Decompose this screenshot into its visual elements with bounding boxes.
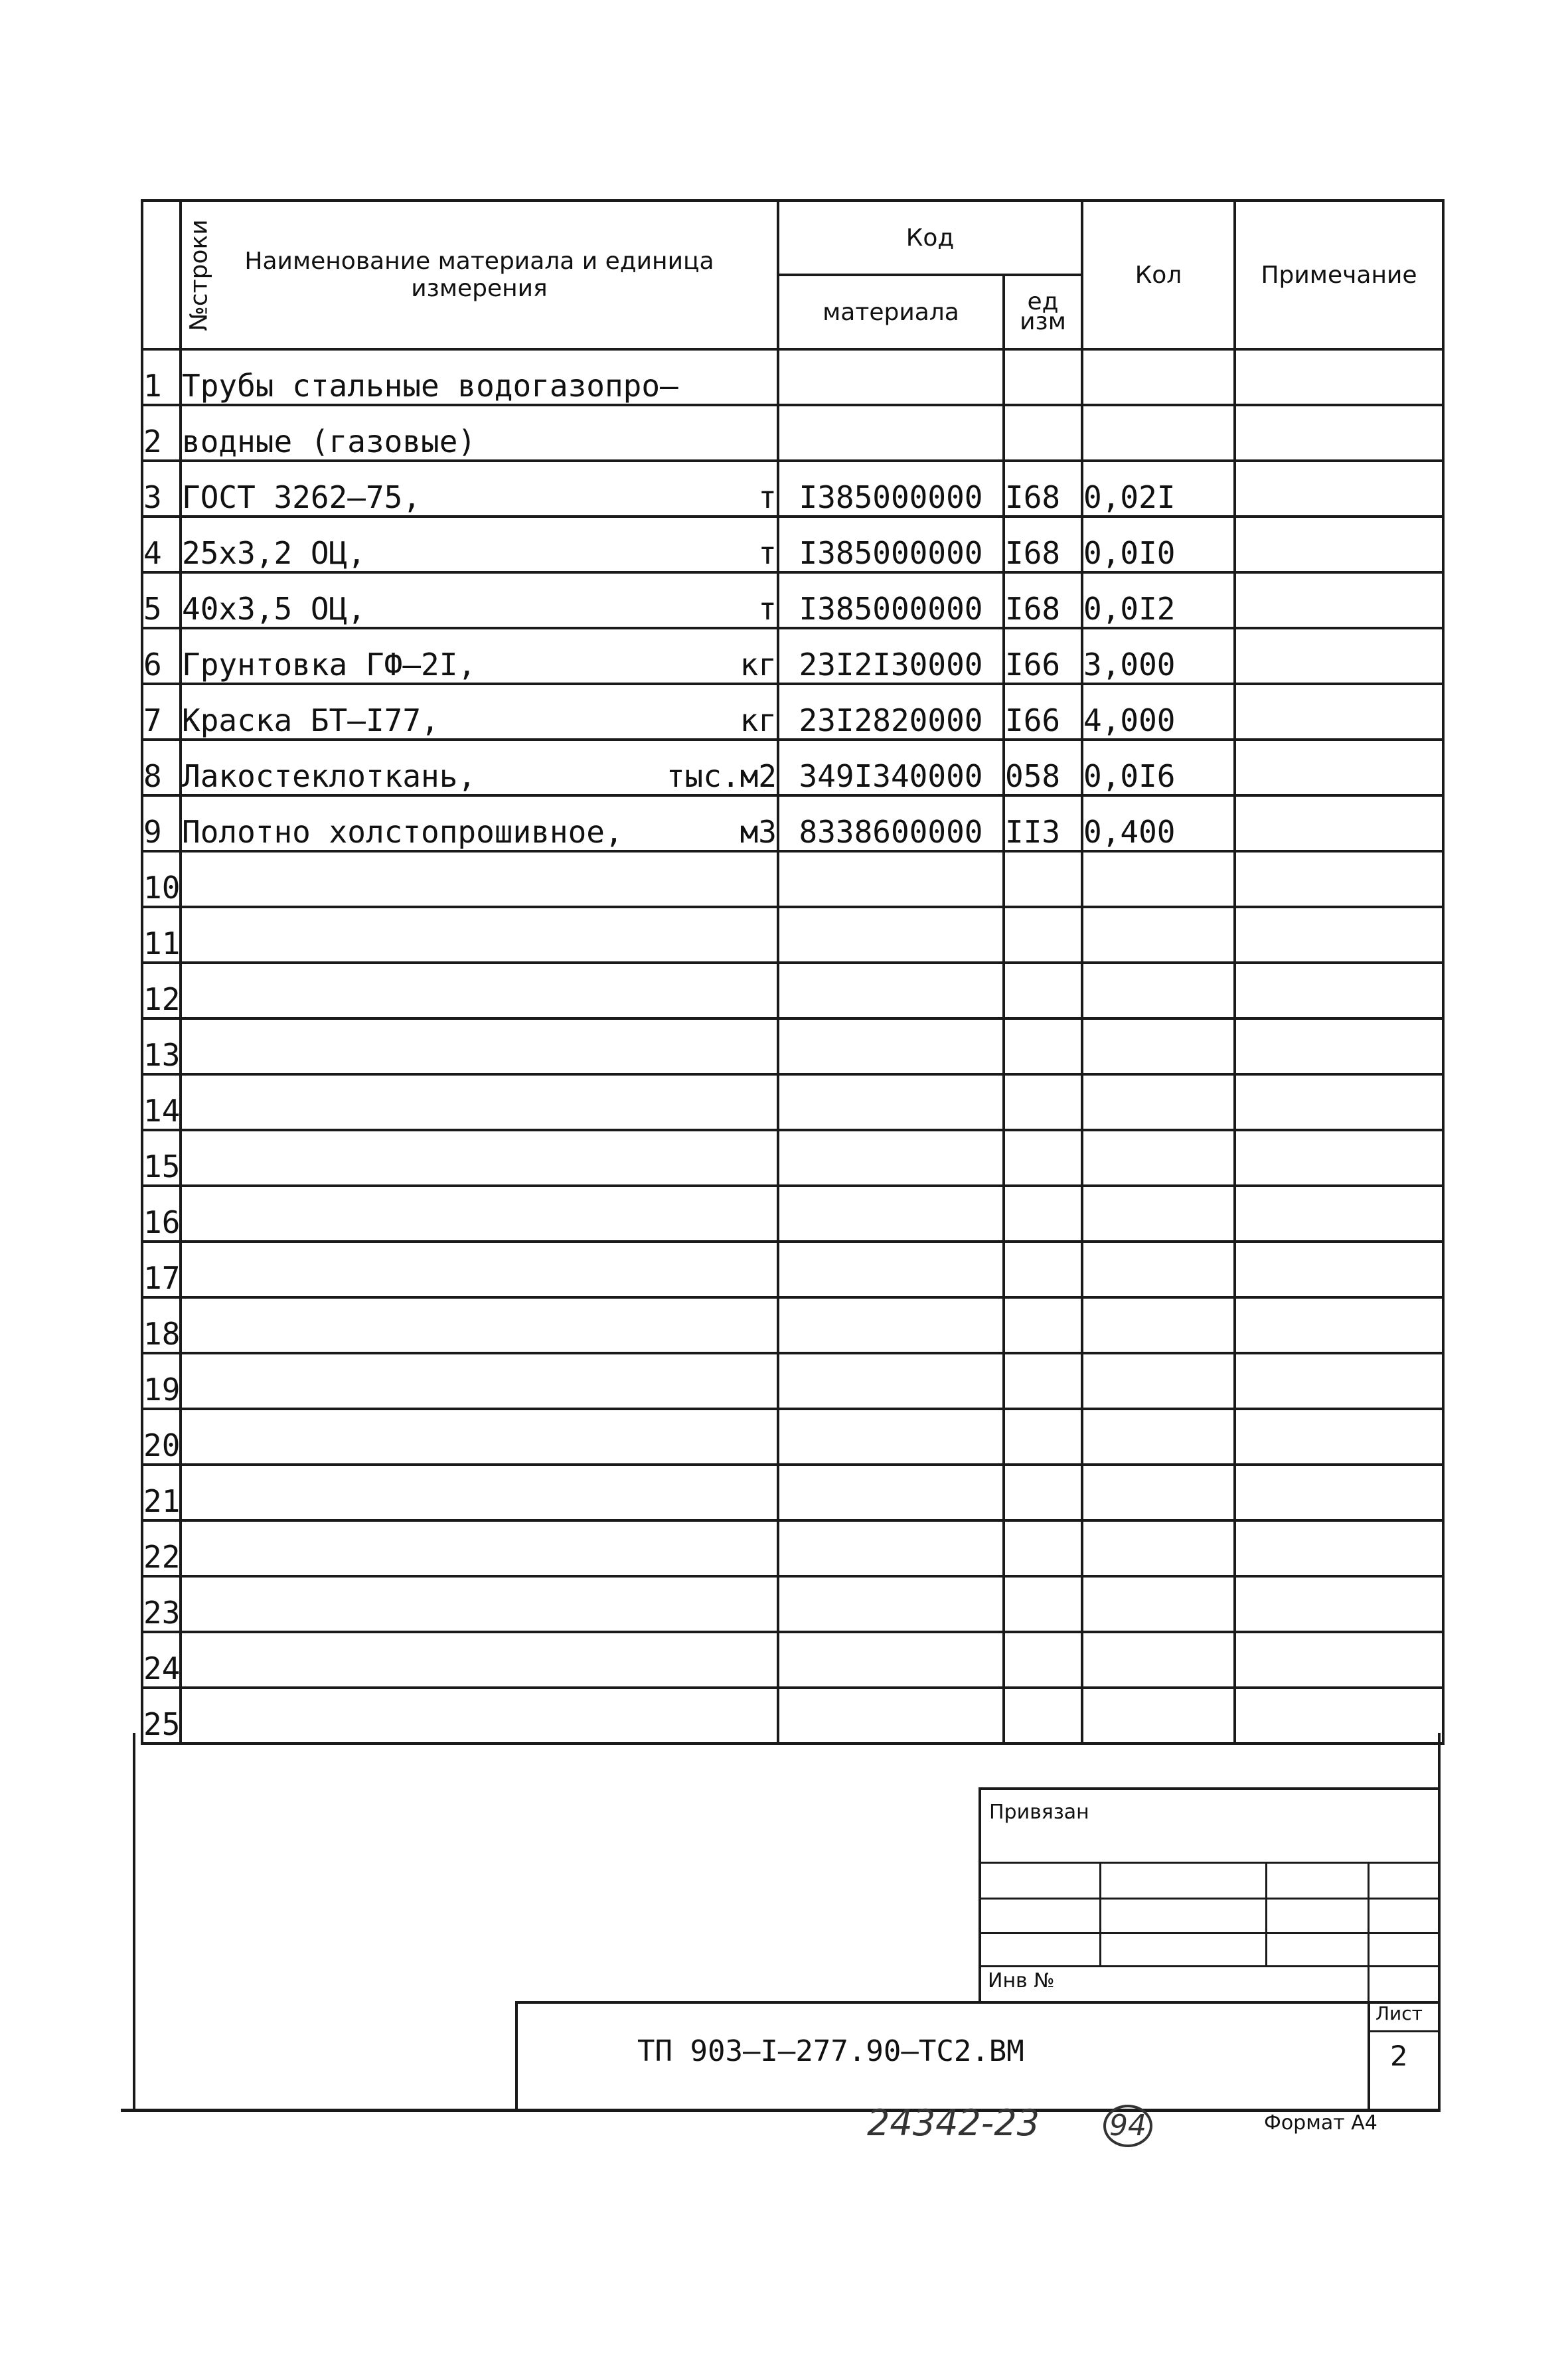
table-row xyxy=(142,1353,1443,1409)
frame-left-border xyxy=(133,1733,135,2111)
row-number: 11 xyxy=(142,907,181,963)
material-name-cell xyxy=(181,572,778,628)
material-unit: т xyxy=(758,479,777,515)
table-row xyxy=(142,851,1443,907)
row-number: 21 xyxy=(142,1465,181,1520)
material-name-cell xyxy=(181,1465,778,1520)
material-name-cell xyxy=(181,1297,778,1353)
unit-code xyxy=(1004,851,1082,907)
material-name-cell xyxy=(181,1186,778,1242)
row-number: 5 xyxy=(142,572,181,628)
material-code xyxy=(778,1520,1004,1576)
quantity xyxy=(1082,1074,1235,1130)
material-unit: кг xyxy=(740,702,777,738)
linked-row-line-3 xyxy=(979,1932,1441,1934)
unit-code: I68 xyxy=(1004,517,1082,572)
row-number: 10 xyxy=(142,851,181,907)
note xyxy=(1235,405,1443,461)
material-name-cell xyxy=(181,1353,778,1409)
table-row xyxy=(142,1186,1443,1242)
note xyxy=(1235,684,1443,740)
row-number: 23 xyxy=(142,1576,181,1632)
unit-code xyxy=(1004,1018,1082,1074)
linked-col-line-1 xyxy=(1099,1862,1101,1965)
material-name: ГОСТ 3262–75, xyxy=(182,479,422,515)
unit-code xyxy=(1004,1632,1082,1688)
unit-code xyxy=(1004,1465,1082,1520)
quantity xyxy=(1082,907,1235,963)
unit-code xyxy=(1004,1186,1082,1242)
quantity xyxy=(1082,1186,1235,1242)
material-code: I385000000 xyxy=(778,572,1004,628)
quantity xyxy=(1082,851,1235,907)
table-row xyxy=(142,1688,1443,1744)
linked-label: Привязан xyxy=(989,1801,1089,1824)
row-number: 8 xyxy=(142,740,181,795)
frame-bottom-border xyxy=(121,2109,1441,2112)
linked-row-line-1 xyxy=(979,1862,1441,1864)
row-number: 6 xyxy=(142,628,181,684)
quantity xyxy=(1082,1409,1235,1465)
unit-code: 058 xyxy=(1004,740,1082,795)
unit-code: I66 xyxy=(1004,684,1082,740)
table-row xyxy=(142,461,1443,517)
unit-code xyxy=(1004,1520,1082,1576)
note xyxy=(1235,1186,1443,1242)
quantity xyxy=(1082,963,1235,1018)
row-number: 20 xyxy=(142,1409,181,1465)
quantity: 0,400 xyxy=(1082,795,1235,851)
material-name-cell xyxy=(181,907,778,963)
table-row xyxy=(142,405,1443,461)
material-name-cell xyxy=(181,684,778,740)
material-name-cell xyxy=(181,1130,778,1186)
header-code: Код xyxy=(778,201,1082,275)
material-name-cell xyxy=(181,517,778,572)
table-body xyxy=(142,349,1443,1744)
material-name-cell xyxy=(181,628,778,684)
material-unit: т xyxy=(758,591,777,627)
material-name: 40x3,5 ОЦ, xyxy=(182,591,366,627)
unit-code xyxy=(1004,1353,1082,1409)
row-number: 3 xyxy=(142,461,181,517)
note xyxy=(1235,517,1443,572)
material-code xyxy=(778,1297,1004,1353)
material-code xyxy=(778,1018,1004,1074)
unit-code: II3 xyxy=(1004,795,1082,851)
header-material-code: материала xyxy=(778,275,1004,349)
row-number: 19 xyxy=(142,1353,181,1409)
note xyxy=(1235,795,1443,851)
quantity xyxy=(1082,1297,1235,1353)
material-name: 25x3,2 ОЦ, xyxy=(182,535,366,571)
table-row xyxy=(142,963,1443,1018)
row-number: 2 xyxy=(142,405,181,461)
table-row xyxy=(142,1130,1443,1186)
row-number: 18 xyxy=(142,1297,181,1353)
linked-block-left xyxy=(979,1787,981,2002)
row-number: 16 xyxy=(142,1186,181,1242)
table-row xyxy=(142,907,1443,963)
quantity xyxy=(1082,1018,1235,1074)
row-number: 22 xyxy=(142,1520,181,1576)
material-name: Грунтовка ГФ–2I, xyxy=(182,647,477,683)
materials-table xyxy=(141,199,1445,1745)
circled-number: 94 xyxy=(1103,2105,1152,2147)
note xyxy=(1235,461,1443,517)
header-material-name: Наименование материала и единица измерения xyxy=(181,201,778,349)
quantity xyxy=(1082,1576,1235,1632)
material-code xyxy=(778,349,1004,405)
material-code: 23I2I30000 xyxy=(778,628,1004,684)
material-code xyxy=(778,1576,1004,1632)
material-code xyxy=(778,907,1004,963)
material-name-cell xyxy=(181,740,778,795)
doc-block-left xyxy=(515,2001,518,2111)
unit-code: I68 xyxy=(1004,572,1082,628)
table-row xyxy=(142,1632,1443,1688)
material-name-cell xyxy=(181,1242,778,1297)
linked-block-top xyxy=(979,1787,1441,1790)
row-number: 7 xyxy=(142,684,181,740)
material-name-cell xyxy=(181,1074,778,1130)
format-label: Формат А4 xyxy=(1264,2111,1377,2135)
table-row xyxy=(142,1576,1443,1632)
material-code xyxy=(778,851,1004,907)
row-number: 1 xyxy=(142,349,181,405)
quantity: 0,0I6 xyxy=(1082,740,1235,795)
unit-code xyxy=(1004,1130,1082,1186)
linked-row-line-4 xyxy=(979,1965,1441,1967)
table-row xyxy=(142,1297,1443,1353)
material-code: 8338600000 xyxy=(778,795,1004,851)
note xyxy=(1235,572,1443,628)
material-name: Лакостеклоткань, xyxy=(182,758,477,794)
unit-code xyxy=(1004,1297,1082,1353)
material-code xyxy=(778,1465,1004,1520)
table-row xyxy=(142,1242,1443,1297)
note xyxy=(1235,907,1443,963)
material-name-cell xyxy=(181,795,778,851)
sheet-block-divider xyxy=(1368,2030,1441,2032)
material-name-cell xyxy=(181,963,778,1018)
quantity: 4,000 xyxy=(1082,684,1235,740)
quantity xyxy=(1082,1353,1235,1409)
sheet-label: Лист xyxy=(1375,2002,1423,2024)
quantity xyxy=(1082,1520,1235,1576)
material-code: I385000000 xyxy=(778,461,1004,517)
note xyxy=(1235,1018,1443,1074)
material-name: водные (газовые) xyxy=(182,424,477,459)
unit-code: I66 xyxy=(1004,628,1082,684)
row-number: 17 xyxy=(142,1242,181,1297)
note xyxy=(1235,1465,1443,1520)
material-name: Трубы стальные водогазопро– xyxy=(182,368,678,404)
header-quantity: Кол xyxy=(1082,201,1235,349)
quantity xyxy=(1082,349,1235,405)
unit-code xyxy=(1004,1576,1082,1632)
quantity: 0,0I0 xyxy=(1082,517,1235,572)
table-row xyxy=(142,1018,1443,1074)
table-row xyxy=(142,517,1443,572)
quantity xyxy=(1082,1242,1235,1297)
material-code xyxy=(778,1186,1004,1242)
material-name-cell xyxy=(181,461,778,517)
material-name-cell xyxy=(181,851,778,907)
material-name-cell xyxy=(181,1576,778,1632)
header-note: Примечание xyxy=(1235,201,1443,349)
row-number: 15 xyxy=(142,1130,181,1186)
note xyxy=(1235,963,1443,1018)
quantity xyxy=(1082,1632,1235,1688)
material-name-cell xyxy=(181,349,778,405)
linked-row-line-2 xyxy=(979,1898,1441,1900)
note xyxy=(1235,851,1443,907)
note xyxy=(1235,1242,1443,1297)
material-code xyxy=(778,963,1004,1018)
header-row-number: №строки xyxy=(142,201,181,349)
material-code: I385000000 xyxy=(778,517,1004,572)
material-name-cell xyxy=(181,1632,778,1688)
note xyxy=(1235,1409,1443,1465)
table-row xyxy=(142,740,1443,795)
material-code: 23I2820000 xyxy=(778,684,1004,740)
note xyxy=(1235,1130,1443,1186)
unit-code xyxy=(1004,1688,1082,1744)
material-unit: кг xyxy=(740,647,777,683)
table-row xyxy=(142,1409,1443,1465)
table-row xyxy=(142,349,1443,405)
note xyxy=(1235,1632,1443,1688)
table-row xyxy=(142,1520,1443,1576)
table-row xyxy=(142,1074,1443,1130)
unit-code xyxy=(1004,963,1082,1018)
table-header-row xyxy=(142,201,1443,275)
inventory-label: Инв № xyxy=(988,1969,1055,1992)
table-row xyxy=(142,1465,1443,1520)
unit-code xyxy=(1004,1409,1082,1465)
note xyxy=(1235,1688,1443,1744)
row-number: 9 xyxy=(142,795,181,851)
material-code xyxy=(778,1409,1004,1465)
material-unit: т xyxy=(758,535,777,571)
unit-code xyxy=(1004,1074,1082,1130)
row-number: 14 xyxy=(142,1074,181,1130)
row-number: 24 xyxy=(142,1632,181,1688)
note xyxy=(1235,740,1443,795)
material-code xyxy=(778,1242,1004,1297)
table-row xyxy=(142,572,1443,628)
note xyxy=(1235,1520,1443,1576)
linked-col-line-2 xyxy=(1265,1862,1267,1965)
material-unit: тыс.м2 xyxy=(666,758,777,794)
table-row xyxy=(142,795,1443,851)
quantity xyxy=(1082,405,1235,461)
row-number: 12 xyxy=(142,963,181,1018)
unit-code: I68 xyxy=(1004,461,1082,517)
unit-code xyxy=(1004,405,1082,461)
note xyxy=(1235,1353,1443,1409)
quantity: 0,0I2 xyxy=(1082,572,1235,628)
note xyxy=(1235,1297,1443,1353)
material-name-cell xyxy=(181,1018,778,1074)
row-number: 4 xyxy=(142,517,181,572)
material-name-cell xyxy=(181,405,778,461)
material-name: Краска БТ–I77, xyxy=(182,702,439,738)
row-number: 13 xyxy=(142,1018,181,1074)
material-code xyxy=(778,1688,1004,1744)
quantity xyxy=(1082,1688,1235,1744)
stamp-number: 24342-23 xyxy=(867,2102,1040,2144)
quantity xyxy=(1082,1465,1235,1520)
material-name-cell xyxy=(181,1688,778,1744)
unit-code xyxy=(1004,907,1082,963)
note xyxy=(1235,1074,1443,1130)
note xyxy=(1235,1576,1443,1632)
note xyxy=(1235,349,1443,405)
material-unit: м3 xyxy=(740,814,777,850)
note xyxy=(1235,628,1443,684)
material-code xyxy=(778,1353,1004,1409)
header-unit-code: ед изм xyxy=(1004,275,1082,349)
table-row xyxy=(142,684,1443,740)
material-name-cell xyxy=(181,1520,778,1576)
quantity xyxy=(1082,1130,1235,1186)
document-code: ТП 903–I–277.90–ТС2.ВМ xyxy=(637,2034,1024,2068)
sheet-number: 2 xyxy=(1390,2040,1408,2072)
material-code xyxy=(778,405,1004,461)
table-row xyxy=(142,628,1443,684)
doc-block-top xyxy=(515,2001,1441,2004)
unit-code xyxy=(1004,349,1082,405)
material-code xyxy=(778,1130,1004,1186)
row-number: 25 xyxy=(142,1688,181,1744)
material-code xyxy=(778,1632,1004,1688)
material-code xyxy=(778,1074,1004,1130)
linked-col-line-3 xyxy=(1368,1862,1370,2002)
unit-code xyxy=(1004,1242,1082,1297)
sheet-block-left xyxy=(1368,2001,1370,2111)
material-code: 349I340000 xyxy=(778,740,1004,795)
material-name: Полотно холстопрошивное, xyxy=(182,814,623,850)
quantity: 3,000 xyxy=(1082,628,1235,684)
quantity: 0,02I xyxy=(1082,461,1235,517)
material-name-cell xyxy=(181,1409,778,1465)
